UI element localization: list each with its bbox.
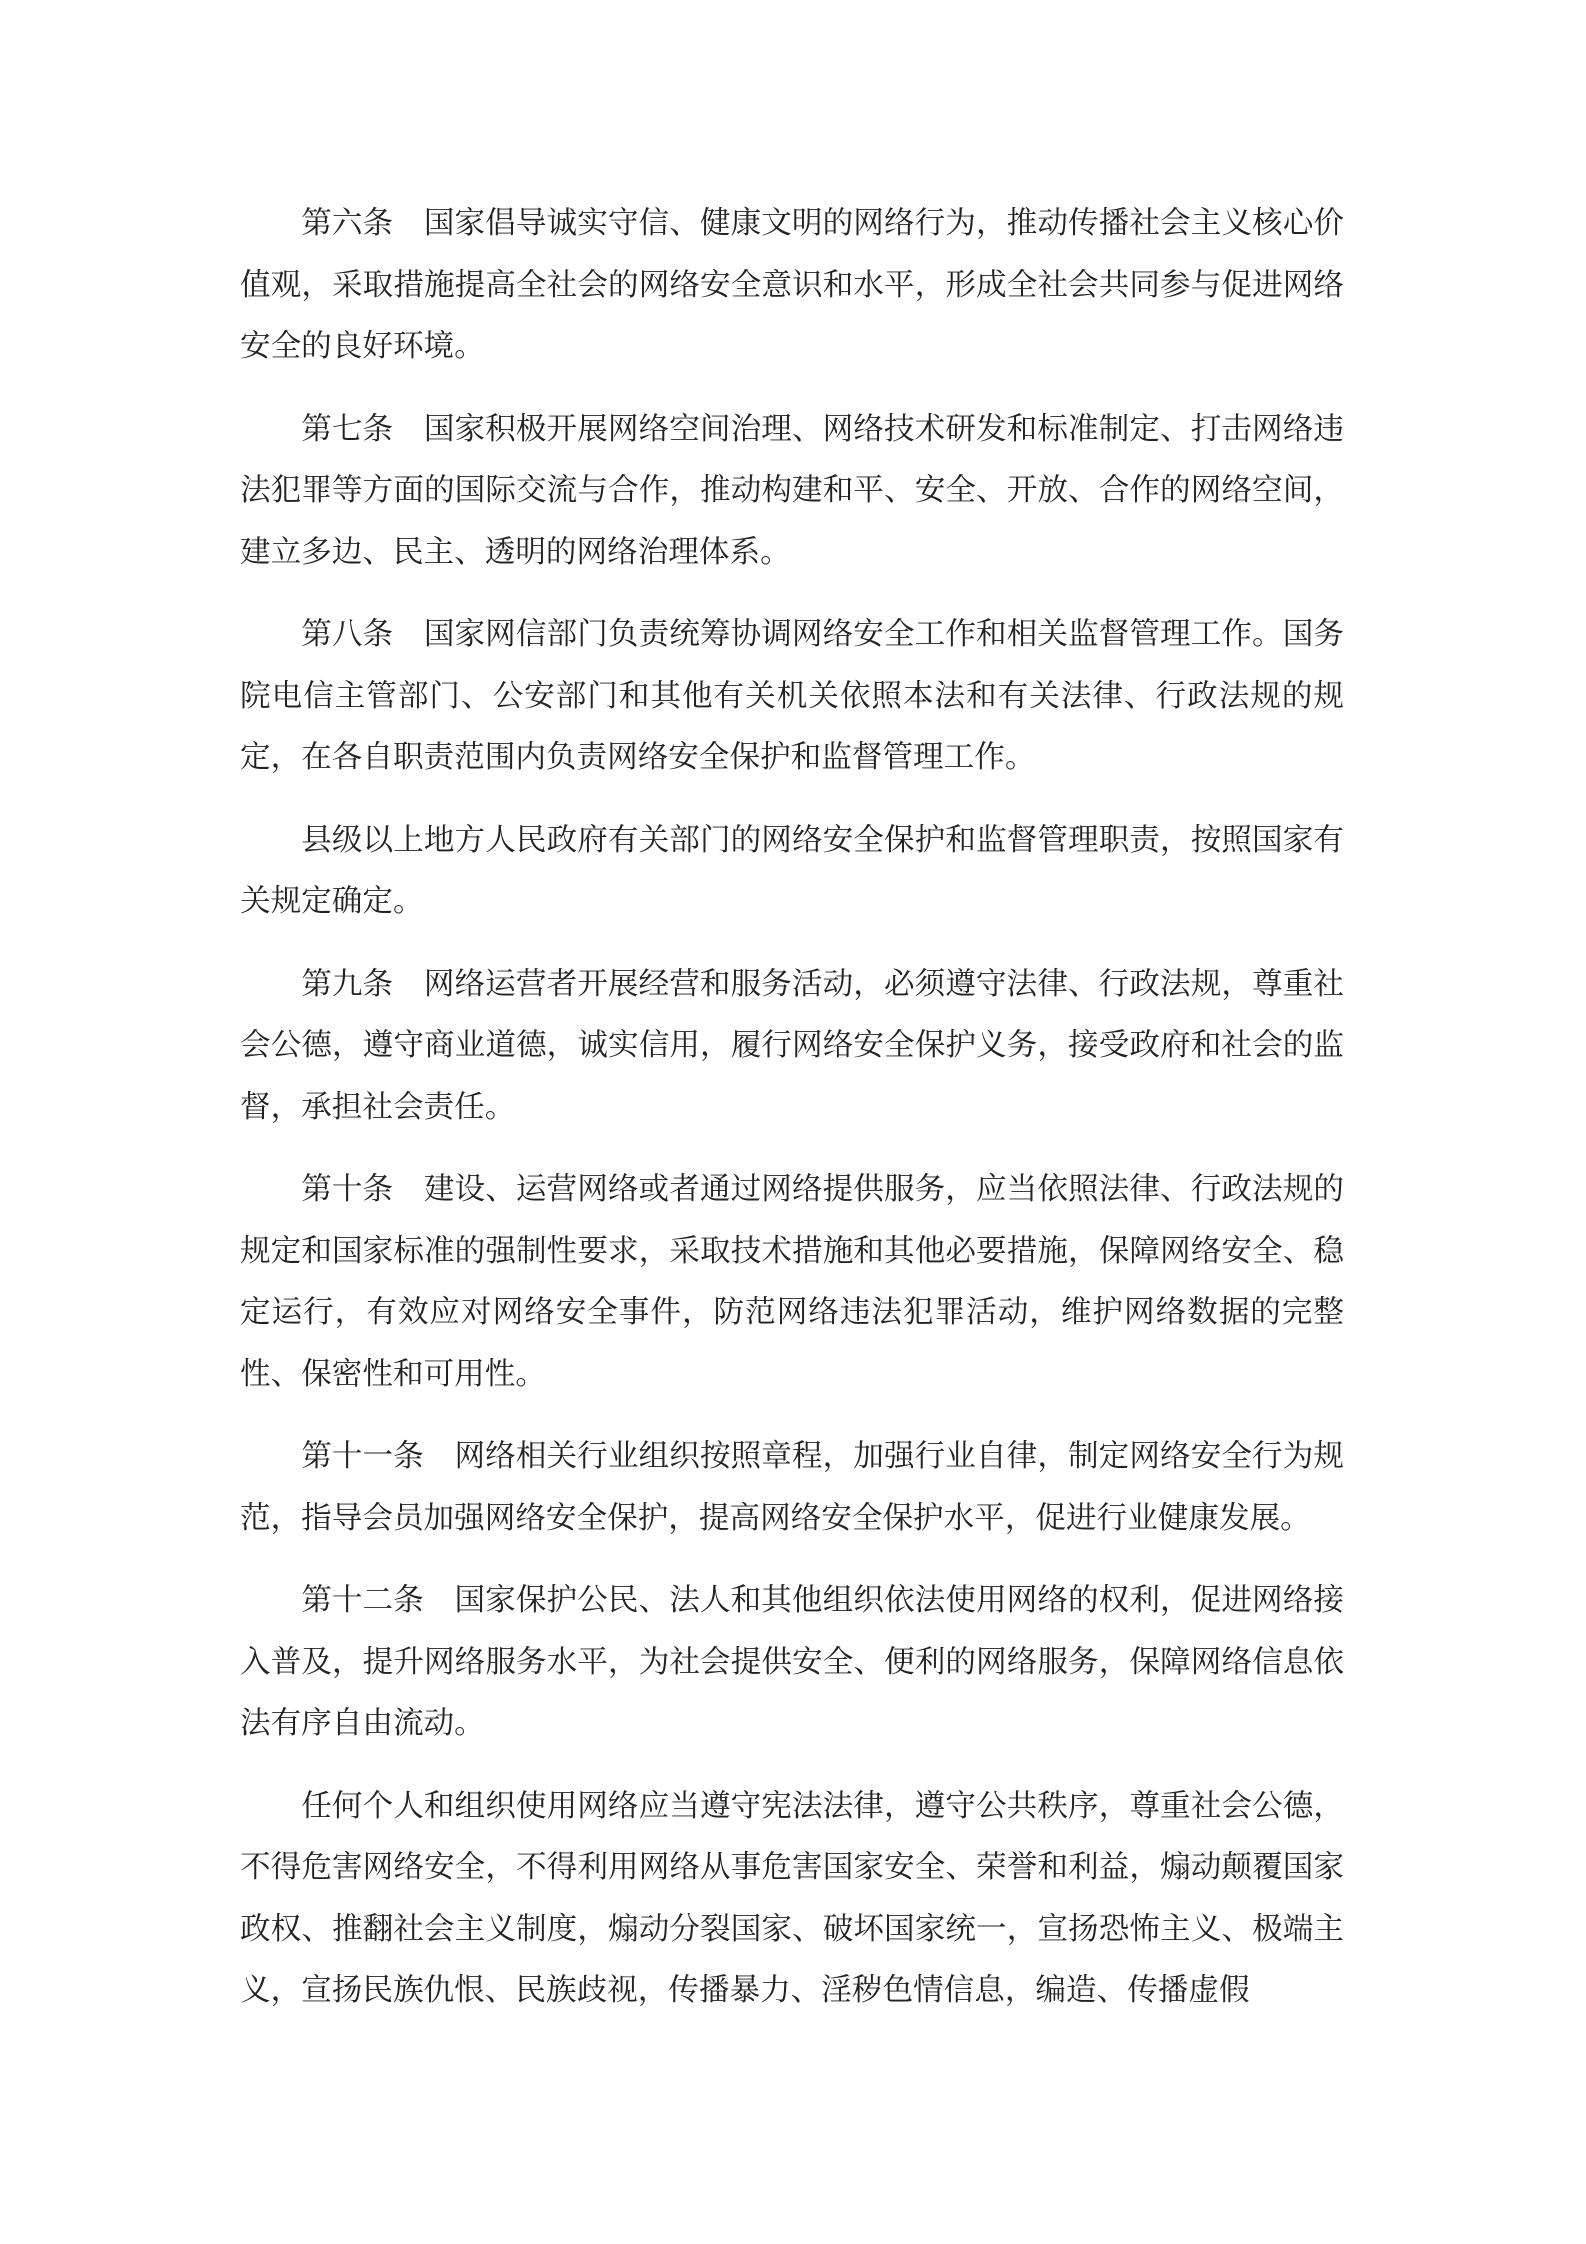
- article-text: 国家保护公民、法人和其他组织依法使用网络的权利，促进网络接入普及，提升网络服务水平，为社会提供安全、便利的网络服务，保障网络信息依法有序自由流动。: [240, 1583, 1344, 1741]
- paragraph-article-11: [240, 1426, 1344, 1549]
- paragraph-article-12-continued: [240, 1776, 1344, 2022]
- paragraph-article-12: [240, 1570, 1344, 1755]
- paragraph-article-9: [240, 954, 1344, 1139]
- article-label: 第八条: [301, 617, 394, 652]
- document-page: [240, 193, 1344, 2043]
- article-label: 第九条: [301, 966, 394, 1002]
- article-text: 国家网信部门负责统筹协调网络安全工作和相关监督管理工作。国务院电信主管部门、公安部门和其他有关机关依照本法和有关法律、行政法规的规定，在各自职责范围内负责网络安全保护和监督管理工作。: [240, 617, 1345, 775]
- paragraph-article-6: [240, 193, 1344, 378]
- article-text: 建设、运营网络或者通过网络提供服务，应当依照法律、行政法规的规定和国家标准的强制性要求，采取技术措施和其他必要措施，保障网络安全、稳定运行，有效应对网络安全事件，防范网络违法犯罪活动，维护网络数据的完整性、保密性和可用性。: [240, 1172, 1345, 1392]
- paragraph-article-8: [240, 604, 1344, 789]
- article-text: 网络运营者开展经营和服务活动，必须遵守法律、行政法规，尊重社会公德，遵守商业道德，诚实信用，履行网络安全保护义务，接受政府和社会的监督，承担社会责任。: [240, 966, 1345, 1125]
- paragraph-article-10: [240, 1159, 1344, 1405]
- paragraph-text: 任何个人和组织使用网络应当遵守宪法法律，遵守公共秩序，尊重社会公德，不得危害网络安全，不得利用网络从事危害国家安全、荣誉和利益，煽动颠覆国家政权、推翻社会主义制度，煽动分裂国家、破坏国家统一，宣扬恐怖主义、极端主义，宣扬民族仇恨、民族歧视，传播暴力、淫秽色情信息，编造、传播虚假: [240, 1788, 1344, 2008]
- paragraph-text: 县级以上地方人民政府有关部门的网络安全保护和监督管理职责，按照国家有关规定确定。: [240, 822, 1344, 919]
- article-label: 第六条: [301, 206, 394, 241]
- article-label: 第十条: [301, 1172, 394, 1207]
- paragraph-article-8-continued: [240, 810, 1344, 933]
- paragraph-article-7: [240, 399, 1344, 584]
- article-text: 网络相关行业组织按照章程，加强行业自律，制定网络安全行为规范，指导会员加强网络安全保护，提高网络安全保护水平，促进行业健康发展。: [240, 1439, 1344, 1536]
- article-label: 第十一条: [301, 1439, 424, 1474]
- article-text: 国家积极开展网络空间治理、网络技术研发和标准制定、打击网络违法犯罪等方面的国际交流与合作，推动构建和平、安全、开放、合作的网络空间，建立多边、民主、透明的网络治理体系。: [240, 411, 1345, 570]
- article-label: 第七条: [301, 411, 394, 447]
- article-label: 第十二条: [301, 1583, 424, 1618]
- article-text: 国家倡导诚实守信、健康文明的网络行为，推动传播社会主义核心价值观，采取措施提高全社会的网络安全意识和水平，形成全社会共同参与促进网络安全的良好环境。: [240, 206, 1345, 364]
